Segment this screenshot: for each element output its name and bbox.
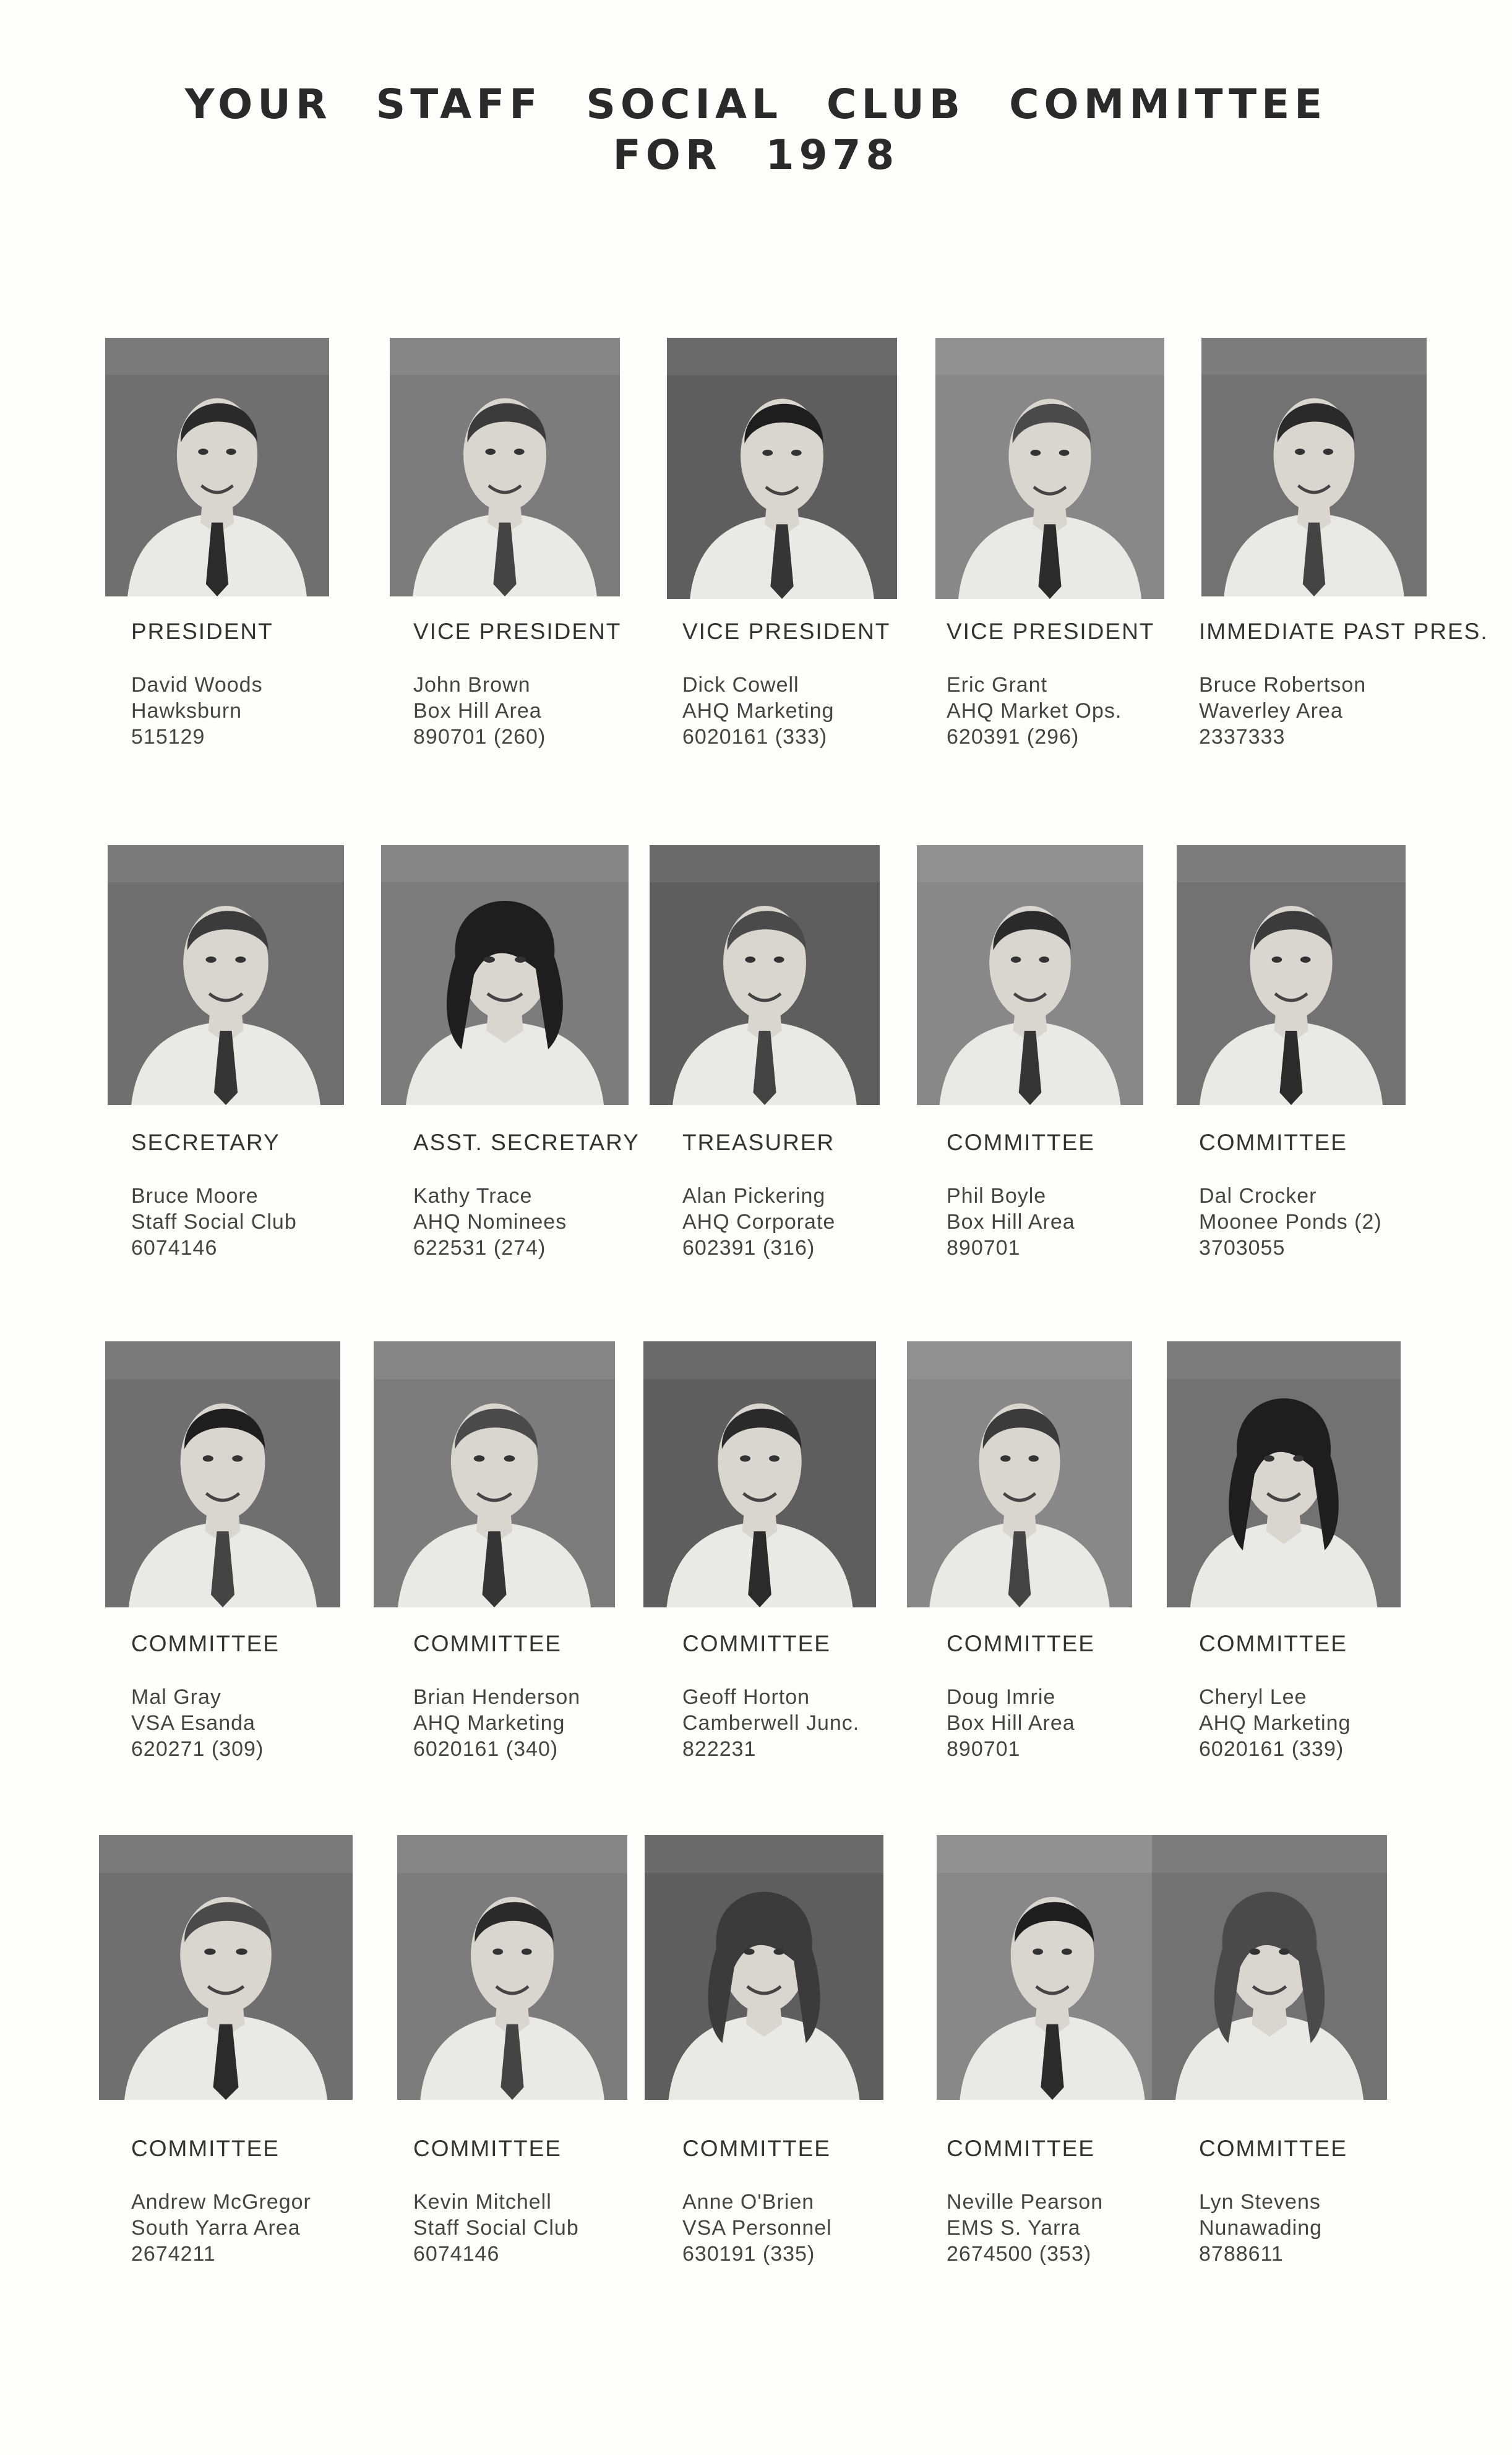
member-location: VSA Personnel <box>682 2216 832 2240</box>
member-photo <box>1152 1835 1387 2100</box>
member-role: COMMITTEE <box>947 2136 1095 2161</box>
member-role: COMMITTEE <box>1199 1631 1347 1656</box>
member-details <box>682 1183 835 1261</box>
member-role: VICE PRESIDENT <box>413 619 622 644</box>
member-name: Geoff Horton <box>682 1685 810 1709</box>
member-name: Cheryl Lee <box>1199 1685 1307 1709</box>
member-details <box>413 2189 579 2267</box>
member-location: Nunawading <box>1199 2216 1323 2240</box>
member-details <box>682 672 834 750</box>
member-name: Doug Imrie <box>947 1685 1056 1709</box>
member-role: COMMITTEE <box>1199 2136 1347 2161</box>
member-phone: 3703055 <box>1199 1236 1286 1260</box>
member-name: Lyn Stevens <box>1199 2190 1321 2214</box>
member-photo <box>907 1341 1132 1607</box>
member-location: AHQ Nominees <box>413 1210 567 1234</box>
member-role: COMMITTEE <box>131 2136 280 2161</box>
member-name: Bruce Robertson <box>1199 673 1367 697</box>
member-phone: 515129 <box>131 725 205 749</box>
member-phone: 6020161 (340) <box>413 1737 559 1761</box>
member-location: Hawksburn <box>131 699 243 723</box>
member-role: COMMITTEE <box>947 1631 1095 1656</box>
member-phone: 6020161 (339) <box>1199 1737 1344 1761</box>
member-location: AHQ Marketing <box>682 699 835 723</box>
member-role: TREASURER <box>682 1130 835 1155</box>
member-role: COMMITTEE <box>413 1631 562 1656</box>
member-role: COMMITTEE <box>682 1631 831 1656</box>
member-location: VSA Esanda <box>131 1711 256 1735</box>
member-location: AHQ Market Ops. <box>947 699 1122 723</box>
member-location: Camberwell Junc. <box>682 1711 860 1735</box>
member-phone: 6020161 (333) <box>682 725 828 749</box>
member-details <box>413 1183 567 1261</box>
member-role: SECRETARY <box>131 1130 280 1155</box>
member-location: AHQ Marketing <box>1199 1711 1351 1735</box>
member-phone: 602391 (316) <box>682 1236 815 1260</box>
member-phone: 6074146 <box>413 2242 500 2266</box>
member-role: COMMITTEE <box>1199 1130 1347 1155</box>
member-name: David Woods <box>131 673 263 697</box>
member-location: Box Hill Area <box>947 1210 1075 1234</box>
member-phone: 620391 (296) <box>947 725 1080 749</box>
member-details <box>1199 2189 1322 2267</box>
member-location: AHQ Corporate <box>682 1210 836 1234</box>
member-phone: 890701 (260) <box>413 725 546 749</box>
member-phone: 2337333 <box>1199 725 1286 749</box>
member-name: Phil Boyle <box>947 1184 1047 1208</box>
member-location: AHQ Marketing <box>413 1711 565 1735</box>
member-phone: 890701 <box>947 1737 1021 1761</box>
member-location: Box Hill Area <box>413 699 542 723</box>
member-details <box>413 1684 580 1762</box>
member-name: Andrew McGregor <box>131 2190 311 2214</box>
member-photo <box>1167 1341 1401 1607</box>
member-location: EMS S. Yarra <box>947 2216 1081 2240</box>
member-phone: 822231 <box>682 1737 757 1761</box>
member-photo <box>108 845 344 1105</box>
member-phone: 620271 (309) <box>131 1737 264 1761</box>
member-details <box>947 2189 1103 2267</box>
member-details <box>131 1684 264 1762</box>
member-phone: 622531 (274) <box>413 1236 546 1260</box>
member-photo <box>105 338 329 596</box>
member-details <box>1199 1684 1351 1762</box>
member-role: VICE PRESIDENT <box>682 619 891 644</box>
member-phone: 6074146 <box>131 1236 218 1260</box>
member-details <box>947 1183 1075 1261</box>
member-role: PRESIDENT <box>131 619 273 644</box>
member-photo <box>667 338 897 599</box>
member-photo <box>381 845 629 1105</box>
member-name: Alan Pickering <box>682 1184 826 1208</box>
member-name: Neville Pearson <box>947 2190 1104 2214</box>
member-phone: 2674500 (353) <box>947 2242 1092 2266</box>
member-name: Dal Crocker <box>1199 1184 1317 1208</box>
member-details <box>131 1183 297 1261</box>
member-location: Staff Social Club <box>131 1210 297 1234</box>
member-photo <box>1201 338 1427 596</box>
member-details <box>131 672 263 750</box>
member-photo <box>643 1341 876 1607</box>
member-details <box>682 2189 832 2267</box>
member-role: COMMITTEE <box>413 2136 562 2161</box>
member-phone: 890701 <box>947 1236 1021 1260</box>
page-title-line-1: YOUR STAFF SOCIAL CLUB COMMITTEE <box>184 80 1328 128</box>
member-phone: 8788611 <box>1199 2242 1284 2266</box>
member-role: ASST. SECRETARY <box>413 1130 640 1155</box>
member-details <box>131 2189 311 2267</box>
member-role: COMMITTEE <box>131 1631 280 1656</box>
member-photo <box>374 1341 615 1607</box>
member-location: Waverley Area <box>1199 699 1343 723</box>
member-name: John Brown <box>413 673 531 697</box>
member-phone: 2674211 <box>131 2242 216 2266</box>
member-photo <box>105 1341 340 1607</box>
member-details <box>413 672 546 750</box>
member-location: Staff Social Club <box>413 2216 579 2240</box>
member-photo <box>397 1835 627 2100</box>
member-name: Dick Cowell <box>682 673 799 697</box>
member-location: Moonee Ponds (2) <box>1199 1210 1382 1234</box>
member-photo <box>937 1835 1168 2100</box>
member-details <box>682 1684 859 1762</box>
member-phone: 630191 (335) <box>682 2242 815 2266</box>
member-name: Mal Gray <box>131 1685 221 1709</box>
member-location: Box Hill Area <box>947 1711 1075 1735</box>
member-details <box>947 1684 1075 1762</box>
member-name: Kevin Mitchell <box>413 2190 552 2214</box>
member-name: Kathy Trace <box>413 1184 533 1208</box>
member-photo <box>935 338 1164 599</box>
member-details <box>1199 672 1366 750</box>
member-location: South Yarra Area <box>131 2216 301 2240</box>
page-title-line-2: FOR 1978 <box>612 131 900 179</box>
member-role: VICE PRESIDENT <box>947 619 1155 644</box>
member-photo <box>645 1835 883 2100</box>
member-photo <box>99 1835 353 2100</box>
member-name: Brian Henderson <box>413 1685 581 1709</box>
member-photo <box>390 338 620 596</box>
member-name: Anne O'Brien <box>682 2190 815 2214</box>
member-photo <box>917 845 1143 1105</box>
member-role: IMMEDIATE PAST PRES. <box>1199 619 1488 644</box>
member-name: Eric Grant <box>947 673 1048 697</box>
member-role: COMMITTEE <box>682 2136 831 2161</box>
member-photo <box>1177 845 1406 1105</box>
member-details <box>947 672 1122 750</box>
member-photo <box>650 845 880 1105</box>
member-role: COMMITTEE <box>947 1130 1095 1155</box>
member-details <box>1199 1183 1382 1261</box>
member-name: Bruce Moore <box>131 1184 259 1208</box>
